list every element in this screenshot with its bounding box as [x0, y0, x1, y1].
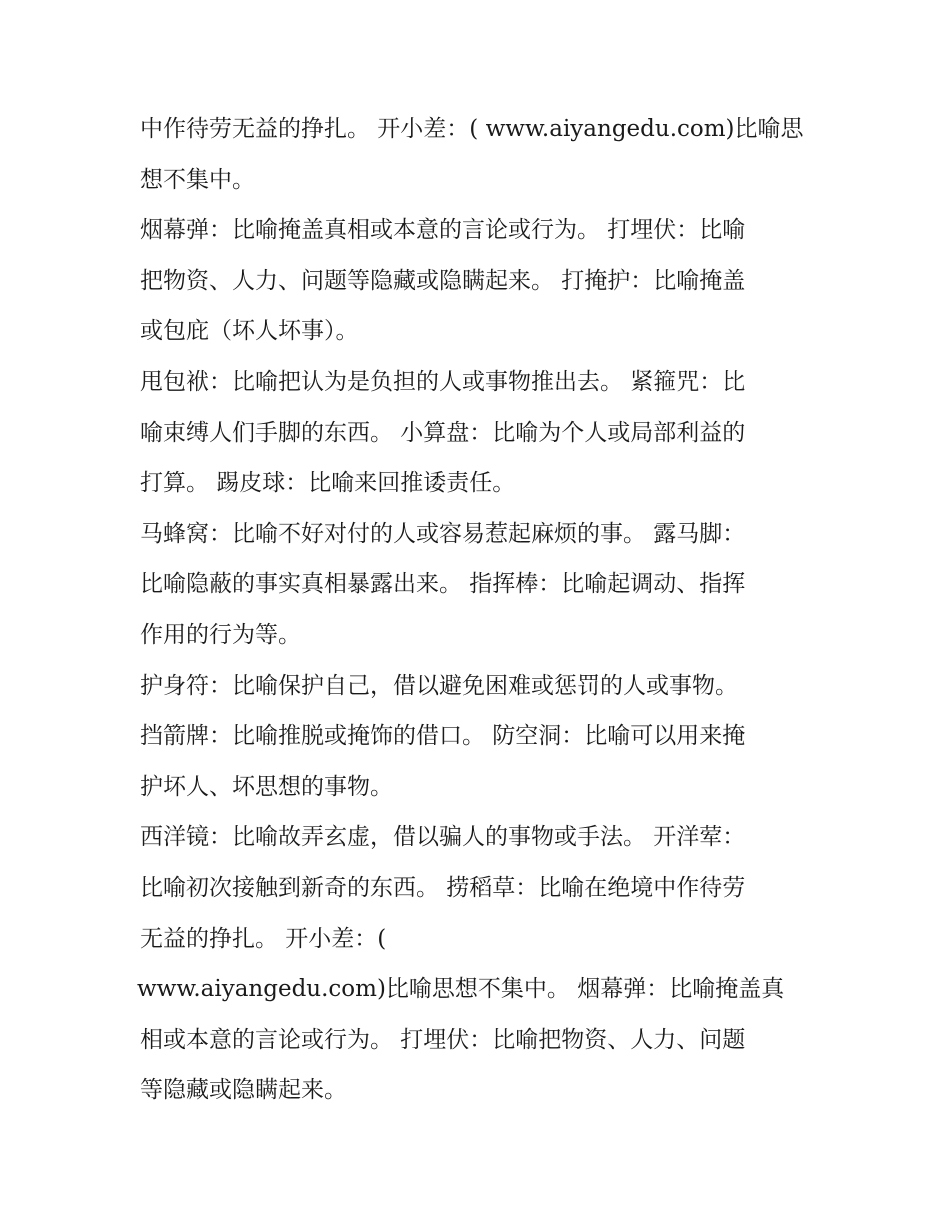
text-line: 护身符：比喻保护自己，借以避免困难或惩罚的人或事物。: [140, 672, 738, 699]
document-body: [137, 104, 820, 1116]
paragraph-5: [140, 661, 820, 712]
text-line: 甩包袱：比喻把认为是负担的人或事物推出去。 紧箍咒：比: [140, 368, 746, 395]
text-line: 喻束缚人们手脚的东西。 小算盘：比喻为个人或局部利益的: [140, 419, 746, 446]
paragraph-6: [140, 711, 820, 812]
text-line: 护坏人、坏思想的事物。: [140, 773, 393, 800]
text-line: 想不集中。: [140, 166, 255, 193]
text-line: www.aiyangedu.com)比喻思想不集中。 烟幕弹：比喻掩盖真: [137, 976, 785, 1003]
text-line: 或包庇（坏人坏事）。: [140, 318, 359, 345]
text-line: 中作待劳无益的挣扎。 开小差：( www.aiyangedu.com)比喻思: [140, 116, 804, 142]
text-line: 相或本意的言论或行为。 打埋伏：比喻把物资、人力、问题: [140, 1026, 746, 1053]
text-line: 作用的行为等。: [140, 621, 301, 648]
paragraph-7: [140, 812, 820, 964]
text-line: 无益的挣扎。 开小差：(: [140, 925, 387, 952]
text-line: 把物资、人力、问题等隐藏或隐瞒起来。 打掩护：比喻掩盖: [140, 267, 746, 294]
text-line: 比喻隐蔽的事实真相暴露出来。 指挥棒：比喻起调动、指挥: [140, 571, 746, 598]
text-line: 挡箭牌：比喻推脱或掩饰的借口。 防空洞：比喻可以用来掩: [140, 723, 746, 750]
paragraph-2: [140, 205, 820, 357]
paragraph-8: [137, 964, 820, 1116]
text-line: 烟幕弹：比喻掩盖真相或本意的言论或行为。 打埋伏：比喻: [140, 217, 746, 244]
paragraph-3: [140, 357, 820, 509]
paragraph-4: [140, 509, 820, 661]
paragraph-1: [140, 104, 820, 205]
text-line: 比喻初次接触到新奇的东西。 捞稻草：比喻在绝境中作待劳: [140, 874, 746, 901]
text-line: 马蜂窝：比喻不好对付的人或容易惹起麻烦的事。 露马脚：: [140, 520, 746, 547]
text-line: 等隐藏或隐瞒起来。: [140, 1077, 347, 1104]
text-line: 西洋镜：比喻故弄玄虚，借以骗人的事物或手法。 开洋荤：: [140, 824, 746, 851]
text-line: 打算。 踢皮球：比喻来回推诿责任。: [140, 470, 516, 497]
